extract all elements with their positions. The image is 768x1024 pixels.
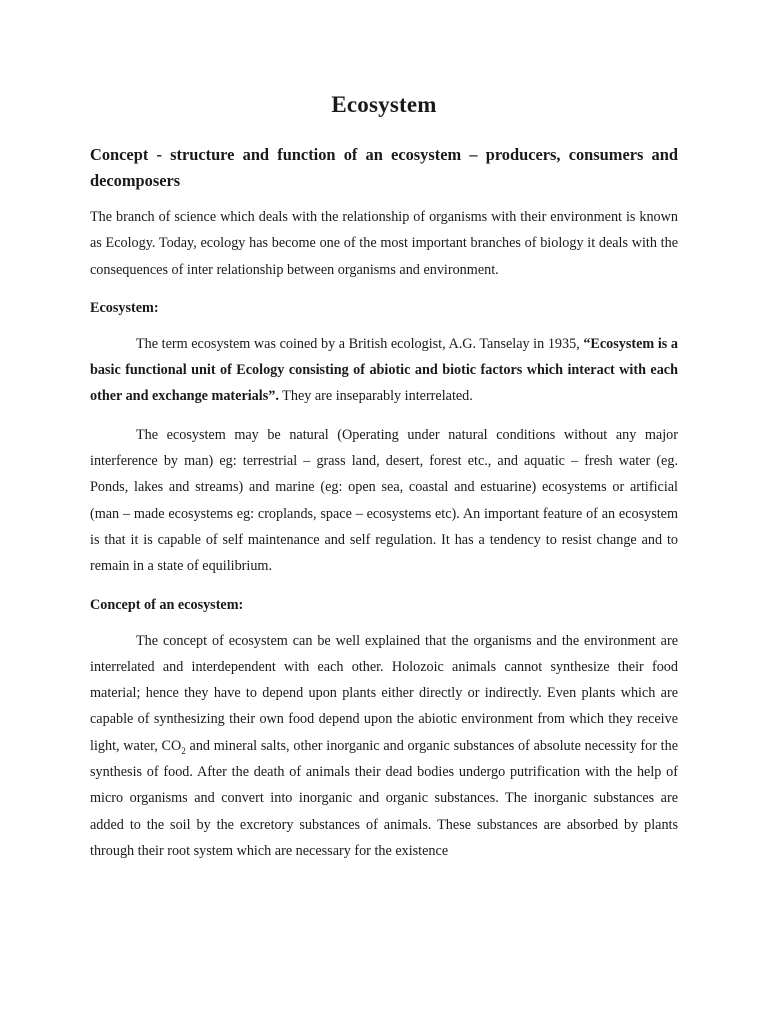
ecosystem-types-paragraph: The ecosystem may be natural (Operating under natural conditions without any major interference by man) eg: terrestrial – grass land, desert, forest etc., and aquatic – fresh water (eg. Ponds, lakes and streams) and marine (eg: open sea, coastal and estuarine) ecosystems or artificial (man – made ecosystems eg: croplands, space – ecosystems etc). An important feature of an ecosystem is that it is capable of self maintenance and self regulation. It has a tendency to resist change and to remain in a state of equilibrium. [90, 426, 678, 575]
main-heading: Concept - structure and function of an ecosystem – producers, consumers and decomposers [90, 145, 678, 190]
concept-heading: Concept of an ecosystem: [90, 596, 244, 613]
definition-text-end: They are inseparably interrelated. [278, 388, 473, 405]
intro-paragraph: The branch of science which deals with the relationship of organisms with their environment is known as Ecology. Today, ecology has become one of the most important branches of biology it deals with the consequences of inter relationship between organisms and environment. [90, 209, 678, 278]
co2-subscript: 2 [181, 745, 186, 756]
document-page [90, 92, 678, 876]
concept-paragraph [90, 628, 678, 865]
document-title: Ecosystem [331, 92, 437, 117]
concept-text-end: and mineral salts, other inorganic and organic substances of absolute necessity for the synthesis of food. After the death of animals their dead bodies undergo putrification with the help of micro organisms and convert into inorganic and organic substances. The inorganic substances are added to the soil by the excretory substances of animals. These substances are absorbed by plants through their root system which are necessary for the existence [90, 737, 678, 859]
definition-quote: “Ecosystem is a basic functional unit of Ecology consisting of abiotic and biotic factors which interact with each other and exchange materials”. [90, 335, 678, 405]
definition-text-start: The term ecosystem was coined by a British ecologist, A.G. Tanselay in 1935, [136, 335, 584, 352]
ecosystem-heading: Ecosystem: [90, 299, 159, 316]
ecosystem-definition-paragraph [90, 331, 678, 410]
concept-text-start: The concept of ecosystem can be well explained that the organisms and the environment are interrelated and interdependent with each other. Holozoic animals cannot synthesize their food material; hence they have to depend upon plants either directly or indirectly. Even plants which are capable of synthesizing their own food depend upon the abiotic environment from which they receive light, water, CO [90, 632, 678, 754]
